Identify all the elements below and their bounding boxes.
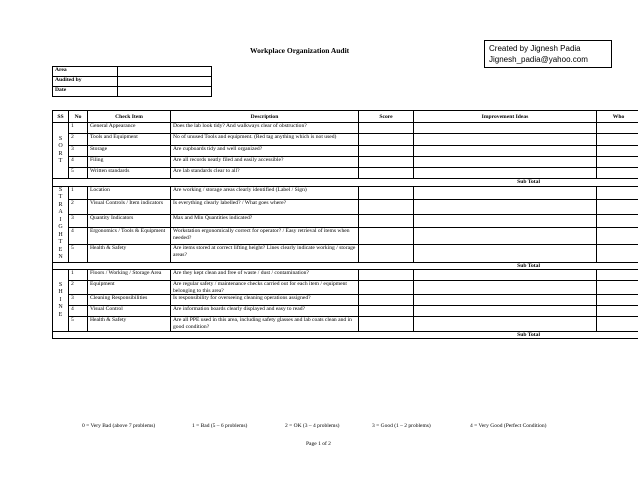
table-row <box>53 199 638 214</box>
row-number: 3 <box>69 214 88 227</box>
subtotal-label: Sub Total <box>53 331 638 339</box>
who-cell[interactable] <box>597 270 638 281</box>
description: Is responsibility for overseeing cleaning operations assigned? <box>171 295 359 306</box>
check-item: Health & Safety <box>88 317 171 331</box>
section-label: S H I N E <box>53 270 69 331</box>
check-item: Storage <box>88 146 171 157</box>
header-row <box>53 111 638 123</box>
improvement-cell[interactable] <box>414 295 597 306</box>
who-cell[interactable] <box>597 146 638 157</box>
improvement-cell[interactable] <box>414 227 597 244</box>
table-row <box>53 134 638 146</box>
row-number: 4 <box>69 227 88 244</box>
section-label: S T R A I G H T E N <box>53 186 69 262</box>
date-label: Date <box>53 87 118 97</box>
row-number: 1 <box>69 186 88 199</box>
description: Are working / storage areas clearly identified (Label / Sign) <box>171 186 359 199</box>
section-label: S O R T <box>53 123 69 179</box>
who-cell[interactable] <box>597 281 638 295</box>
legend-3: 3 = Good (1 – 2 problems) <box>372 423 431 429</box>
improvement-cell[interactable] <box>414 186 597 199</box>
score-cell[interactable] <box>359 214 414 227</box>
area-label: Area <box>53 67 118 77</box>
improvement-cell[interactable] <box>414 123 597 134</box>
col-score: Score <box>359 111 414 123</box>
table-row <box>53 157 638 168</box>
col-improvement: Improvement Ideas <box>414 111 597 123</box>
score-cell[interactable] <box>359 270 414 281</box>
score-cell[interactable] <box>359 227 414 244</box>
description: Are items stored at correct lifting height? Lines clearly indicate working / storage areas? <box>171 245 359 262</box>
improvement-cell[interactable] <box>414 146 597 157</box>
description: Are they kept clean and free of waste / dust / contamination? <box>171 270 359 281</box>
table-row <box>53 214 638 227</box>
row-number: 2 <box>69 134 88 146</box>
table-row <box>53 281 638 295</box>
check-item: Floors / Working / Storage Area <box>88 270 171 281</box>
table-row <box>53 186 638 199</box>
legend-1: 1 = Bad (5 – 6 problems) <box>192 423 248 429</box>
who-cell[interactable] <box>597 245 638 262</box>
row-number: 1 <box>69 123 88 134</box>
subtotal-label: Sub Total <box>53 179 638 187</box>
who-cell[interactable] <box>597 134 638 146</box>
table-row <box>53 317 638 331</box>
table-row <box>53 295 638 306</box>
page-title: Workplace Organization Audit <box>250 46 350 55</box>
description: Are information boards clearly displayed and easy to read? <box>171 306 359 317</box>
improvement-cell[interactable] <box>414 270 597 281</box>
score-cell[interactable] <box>359 134 414 146</box>
table-row <box>53 306 638 317</box>
score-cell[interactable] <box>359 295 414 306</box>
improvement-cell[interactable] <box>414 317 597 331</box>
who-cell[interactable] <box>597 214 638 227</box>
score-cell[interactable] <box>359 281 414 295</box>
col-ss: SS <box>53 111 69 123</box>
table-row <box>53 123 638 134</box>
check-item: Cleaning Responsibilities <box>88 295 171 306</box>
creator-box <box>484 40 612 68</box>
subtotal-row <box>53 262 638 270</box>
improvement-cell[interactable] <box>414 214 597 227</box>
legend-0: 0 = Very Bad (above 7 problems) <box>82 423 156 429</box>
description: Are lab standards clear to all? <box>171 168 359 179</box>
improvement-cell[interactable] <box>414 245 597 262</box>
score-cell[interactable] <box>359 157 414 168</box>
who-cell[interactable] <box>597 186 638 199</box>
description: Workstation ergonomically correct for operator? / Easy retrieval of items when needed? <box>171 227 359 244</box>
description: Max and Min Quantities indicated? <box>171 214 359 227</box>
description: Are all PPE used in this area, including safety glasses and lab coats clean and in good condition? <box>171 317 359 331</box>
who-cell[interactable] <box>597 157 638 168</box>
table-row <box>53 245 638 262</box>
table-row <box>53 168 638 179</box>
who-cell[interactable] <box>597 227 638 244</box>
check-item: Tools and Equipment <box>88 134 171 146</box>
score-cell[interactable] <box>359 146 414 157</box>
description: Is everything clearly labelled? / What goes where? <box>171 199 359 214</box>
who-cell[interactable] <box>597 306 638 317</box>
legend-4: 4 = Very Good (Perfect Condition) <box>470 423 547 429</box>
check-item: Filing <box>88 157 171 168</box>
score-cell[interactable] <box>359 306 414 317</box>
who-cell[interactable] <box>597 168 638 179</box>
row-number: 1 <box>69 270 88 281</box>
table-row <box>53 270 638 281</box>
col-description: Description <box>171 111 359 123</box>
audit-meta-table <box>52 66 212 97</box>
row-number: 4 <box>69 157 88 168</box>
check-item: Visual Control <box>88 306 171 317</box>
table-row <box>53 227 638 244</box>
description: Are all records neatly filed and easily accessible? <box>171 157 359 168</box>
who-cell[interactable] <box>597 295 638 306</box>
score-cell[interactable] <box>359 199 414 214</box>
who-cell[interactable] <box>597 199 638 214</box>
row-number: 4 <box>69 306 88 317</box>
col-who: Who <box>597 111 638 123</box>
check-item: Equipment <box>88 281 171 295</box>
improvement-cell[interactable] <box>414 168 597 179</box>
subtotal-row <box>53 331 638 339</box>
row-number: 5 <box>69 245 88 262</box>
check-item: Ergonomics / Tools & Equipment <box>88 227 171 244</box>
check-item: Health & Safety <box>88 245 171 262</box>
subtotal-row <box>53 179 638 187</box>
score-cell[interactable] <box>359 317 414 331</box>
improvement-cell[interactable] <box>414 281 597 295</box>
date-value[interactable] <box>118 87 212 97</box>
creator-name: Created by Jignesh Padia <box>489 44 581 53</box>
col-check-item: Check Item <box>88 111 171 123</box>
check-item: General Appearance <box>88 123 171 134</box>
description: Does the lab look tidy? And walkways clear of obstruction? <box>171 123 359 134</box>
creator-email: Jignesh_padia@yahoo.com <box>489 55 588 64</box>
score-cell[interactable] <box>359 186 414 199</box>
table-row <box>53 146 638 157</box>
row-number: 3 <box>69 146 88 157</box>
row-number: 5 <box>69 317 88 331</box>
check-item: Location <box>88 186 171 199</box>
improvement-cell[interactable] <box>414 134 597 146</box>
audited-by-value[interactable] <box>118 77 212 87</box>
improvement-cell[interactable] <box>414 199 597 214</box>
audited-by-label: Audited by <box>53 77 118 87</box>
description: Are cupboards tidy and well organized? <box>171 146 359 157</box>
who-cell[interactable] <box>597 123 638 134</box>
score-cell[interactable] <box>359 123 414 134</box>
improvement-cell[interactable] <box>414 306 597 317</box>
subtotal-label: Sub Total <box>53 262 638 270</box>
audit-table <box>52 110 638 339</box>
description: Are regular safety / maintenance checks carried out for each item / equipment belonging to this area? <box>171 281 359 295</box>
row-number: 2 <box>69 281 88 295</box>
row-number: 3 <box>69 295 88 306</box>
score-cell[interactable] <box>359 245 414 262</box>
legend-2: 2 = OK (3 – 4 problems) <box>285 423 340 429</box>
description: No of unused Tools and equipment. (Red tag anything which is not used) <box>171 134 359 146</box>
improvement-cell[interactable] <box>414 157 597 168</box>
check-item: Written standards <box>88 168 171 179</box>
row-number: 2 <box>69 199 88 214</box>
row-number: 5 <box>69 168 88 179</box>
score-cell[interactable] <box>359 168 414 179</box>
who-cell[interactable] <box>597 317 638 331</box>
col-no: No <box>69 111 88 123</box>
check-item: Visual Controls / Item indicators <box>88 199 171 214</box>
page-number: Page 1 of 2 <box>306 441 331 447</box>
check-item: Quantity Indicators <box>88 214 171 227</box>
area-value[interactable] <box>118 67 212 77</box>
